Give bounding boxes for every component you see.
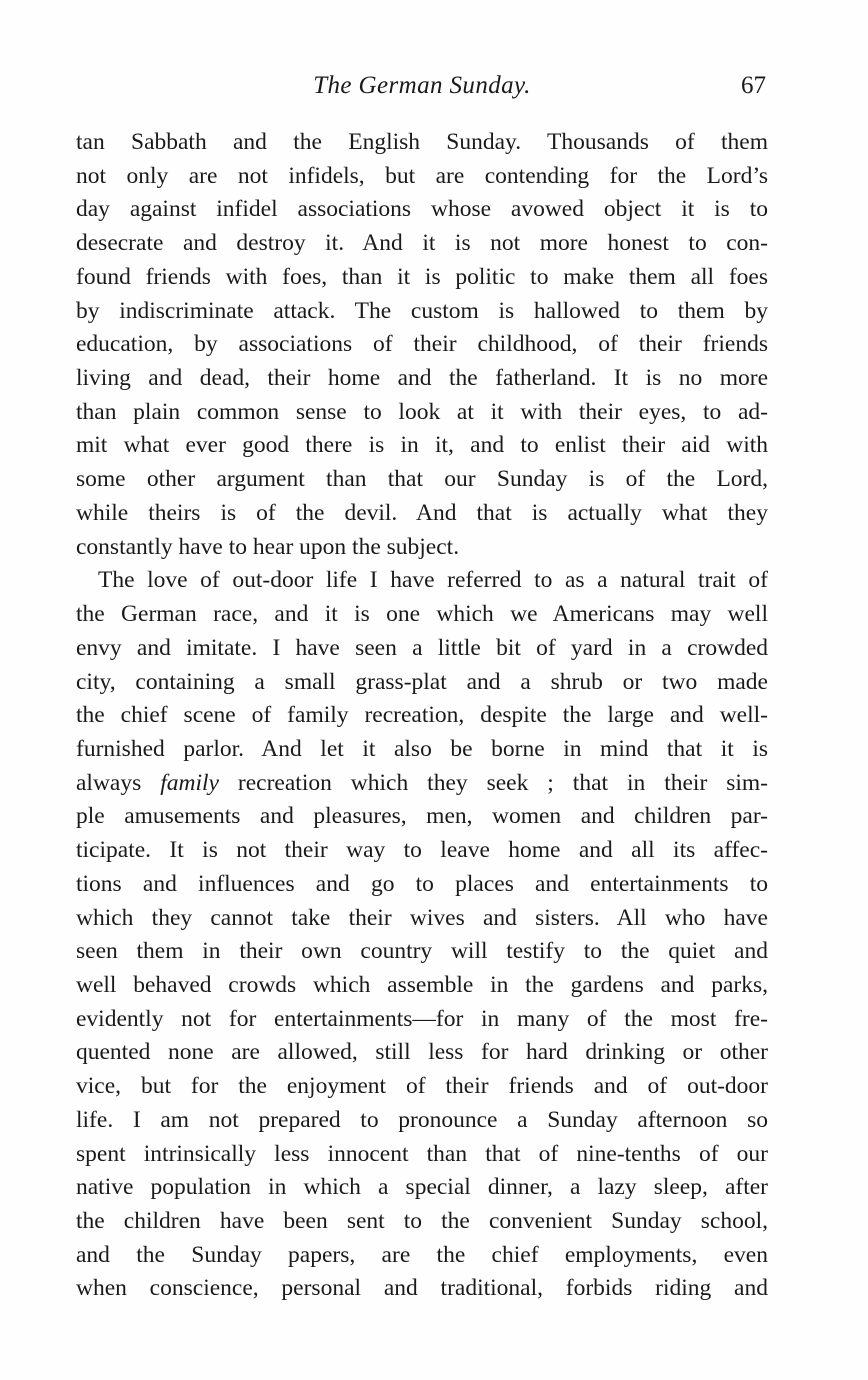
text-line: while theirs is of the devil. And that is actually what they [76,499,768,526]
emphasized-word: family [160,769,219,796]
text-line: tions and influences and go to places and entertainments to [76,870,768,897]
text-line: tan Sabbath and the English Sunday. Thousands of them [76,129,768,155]
paragraph-end-line: constantly have to hear upon the subject. [76,533,460,560]
text-line: seen them in their own country will testify to the quiet and [76,938,768,965]
text-line: living and dead, their home and the fatherland. It is no more [76,365,768,392]
text-line: by indiscriminate attack. The custom is hallowed to them by [76,297,768,324]
text-line: quented none are allowed, still less for hard drinking or other [76,1039,768,1066]
text-line: well behaved crowds which assemble in the gardens and parks, [76,971,768,998]
running-head [76,72,768,104]
text-line: which they cannot take their wives and sisters. All who have [76,904,768,931]
text-line: city, containing a small grass-plat and a shrub or two made [76,668,768,695]
text-line: than plain common sense to look at it with their eyes, to ad- [76,398,768,425]
paragraph-start-line: The love of out-door life I have referred to as a natural trait of [98,567,768,594]
text-line: found friends with foes, than it is politic to make them all foes [76,263,768,290]
text-line: vice, but for the enjoyment of their friends and of out-door [76,1073,768,1100]
body-text [76,126,768,1306]
text-line: mit what ever good there is in it, and to enlist their aid with [76,432,768,459]
text-line: ple amusements and pleasures, men, women and children par- [76,803,768,830]
text-line: the German race, and it is one which we Americans may well [76,601,768,628]
text-line: evidently not for entertainments—for in many of the most fre- [76,1005,768,1032]
text-line: envy and imitate. I have seen a little bit of yard in a crowded [76,634,768,661]
text-fragment: always [76,769,161,796]
text-line: when conscience, personal and traditional, forbids riding and [76,1275,768,1302]
text-line: life. I am not prepared to pronounce a Sunday afternoon so [76,1106,768,1133]
text-line: the chief scene of family recreation, despite the large and well- [76,702,768,729]
text-line: and the Sunday papers, are the chief employments, even [76,1241,768,1268]
text-line: not only are not infidels, but are contending for the Lord’s [76,162,768,189]
text-line: desecrate and destroy it. And it is not more honest to con- [76,230,768,257]
text-line-with-emphasis [76,767,768,801]
text-fragment: recreation which they seek ; that in their sim- [218,769,768,796]
text-line: education, by associations of their childhood, of their friends [76,331,768,358]
text-line: native population in which a special dinner, a lazy sleep, after [76,1174,768,1201]
running-title: The German Sunday. [313,72,531,99]
text-line: ticipate. It is not their way to leave home and all its affec- [76,837,768,864]
text-line: spent intrinsically less innocent than that of nine-tenths of our [76,1140,768,1167]
text-line: furnished parlor. And let it also be borne in mind that it is [76,735,768,762]
text-line: day against infidel associations whose avowed object it is to [76,196,768,223]
text-line: the children have been sent to the convenient Sunday school, [76,1208,768,1234]
page-number: 67 [741,72,766,99]
text-line: some other argument than that our Sunday is of the Lord, [76,466,768,493]
